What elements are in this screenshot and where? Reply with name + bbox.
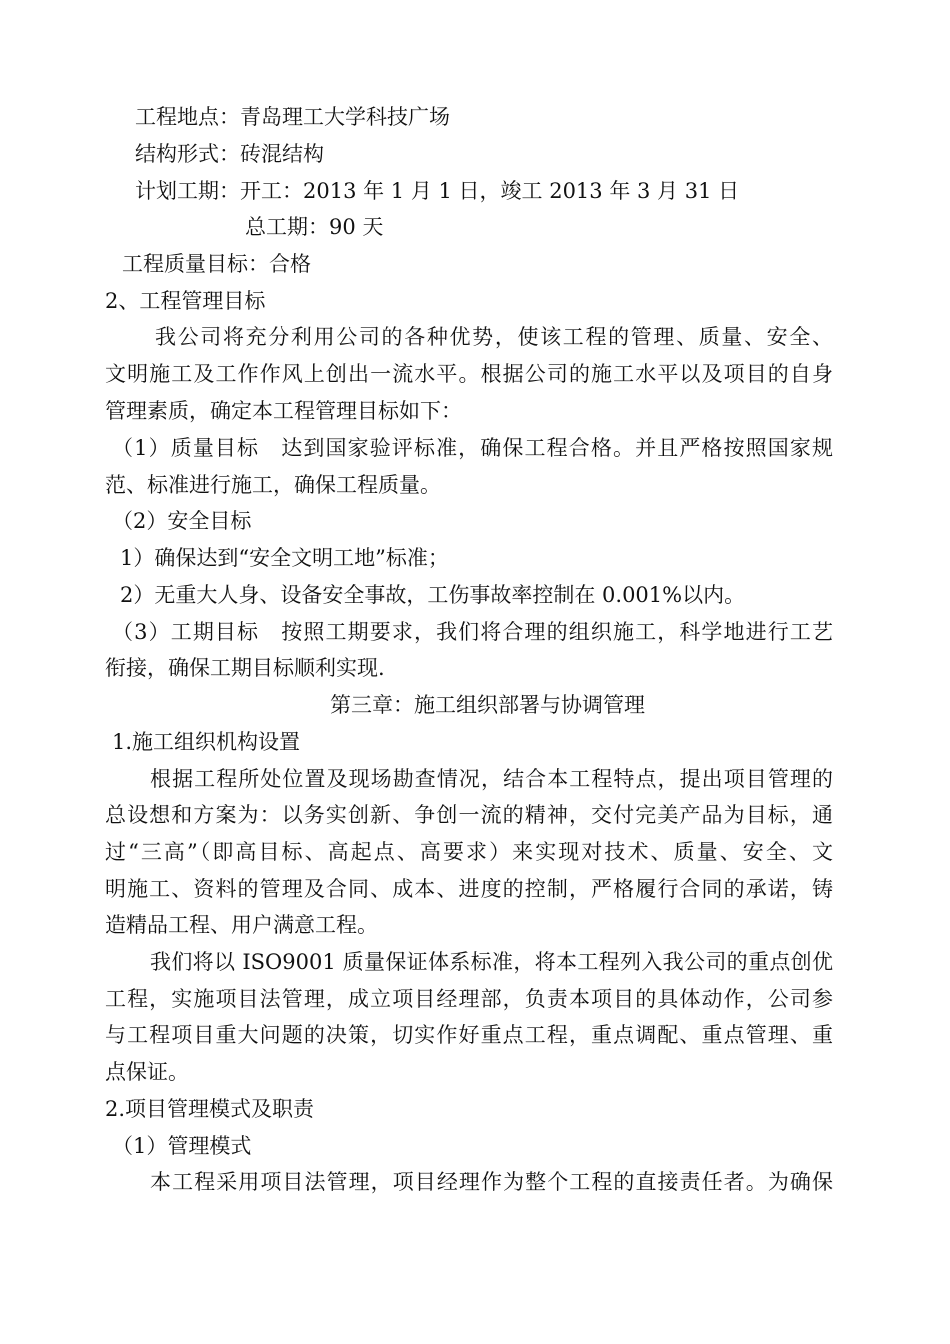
quality-target: 工程质量目标：合格 — [122, 252, 311, 276]
org-para-line-2: 总设想和方案为：以务实创新、争创一流的精神，交付完美产品为目标，通 — [105, 803, 833, 827]
management-mode-heading: （1）管理模式 — [112, 1134, 252, 1158]
quality-goal-line-1: （1）质量目标 达到国家验评标准，确保工程合格。并且严格按照国家规 — [112, 436, 833, 460]
goals-intro-line-3: 管理素质，确定本工程管理目标如下： — [105, 399, 462, 423]
iso-para-line-3: 与工程项目重大问题的决策，切实作好重点工程，重点调配、重点管理、重 — [105, 1023, 833, 1047]
chapter-title: 第三章：施工组织部署与协调管理 — [330, 693, 645, 717]
goals-intro-line-1: 我公司将充分利用公司的各种优势，使该工程的管理、质量、安全、 — [155, 325, 833, 349]
org-para-line-1: 根据工程所处位置及现场勘查情况，结合本工程特点，提出项目管理的 — [150, 767, 833, 791]
total-duration: 总工期：90 天 — [245, 215, 384, 239]
mode-para-line-1: 本工程采用项目法管理，项目经理作为整个工程的直接责任者。为确保 — [150, 1170, 833, 1194]
org-para-line-4: 明施工、资料的管理及合同、成本、进度的控制，严格履行合同的承诺，铸 — [105, 877, 833, 901]
safety-goal-item-1: 1）确保达到“安全文明工地”标准； — [120, 546, 449, 570]
org-para-line-5: 造精品工程、用户满意工程。 — [105, 913, 378, 937]
iso-para-line-2: 工程，实施项目法管理，成立项目经理部，负责本项目的具体动作，公司参 — [105, 987, 833, 1011]
safety-goal-item-2: 2）无重大人身、设备安全事故，工伤事故率控制在 0.001%以内。 — [120, 583, 746, 607]
goals-heading: 2、工程管理目标 — [105, 289, 266, 313]
iso-para-line-1: 我们将以 ISO9001 质量保证体系标准，将本工程列入我公司的重点创优 — [150, 950, 833, 974]
goals-intro-line-2: 文明施工及工作作风上创出一流水平。根据公司的施工水平以及项目的自身 — [105, 362, 833, 386]
planned-schedule: 计划工期：开工：2013 年 1 月 1 日，竣工 2013 年 3 月 31 日 — [135, 179, 740, 203]
iso-para-line-4: 点保证。 — [105, 1060, 189, 1084]
org-para-line-3: 过“三高”（即高目标、高起点、高要求）来实现对技术、质量、安全、文 — [105, 840, 833, 864]
period-goal-line-1: （3）工期目标 按照工期要求，我们将合理的组织施工，科学地进行工艺 — [112, 620, 833, 644]
quality-goal-line-2: 范、标准进行施工，确保工程质量。 — [105, 473, 441, 497]
structure-type: 结构形式：砖混结构 — [135, 142, 324, 166]
safety-goal-heading: （2）安全目标 — [112, 509, 252, 533]
section-2-heading: 2.项目管理模式及职责 — [105, 1097, 315, 1121]
section-1-heading: 1.施工组织机构设置 — [112, 730, 301, 754]
period-goal-line-2: 衔接，确保工期目标顺利实现. — [105, 656, 385, 680]
project-location: 工程地点：青岛理工大学科技广场 — [135, 105, 450, 129]
